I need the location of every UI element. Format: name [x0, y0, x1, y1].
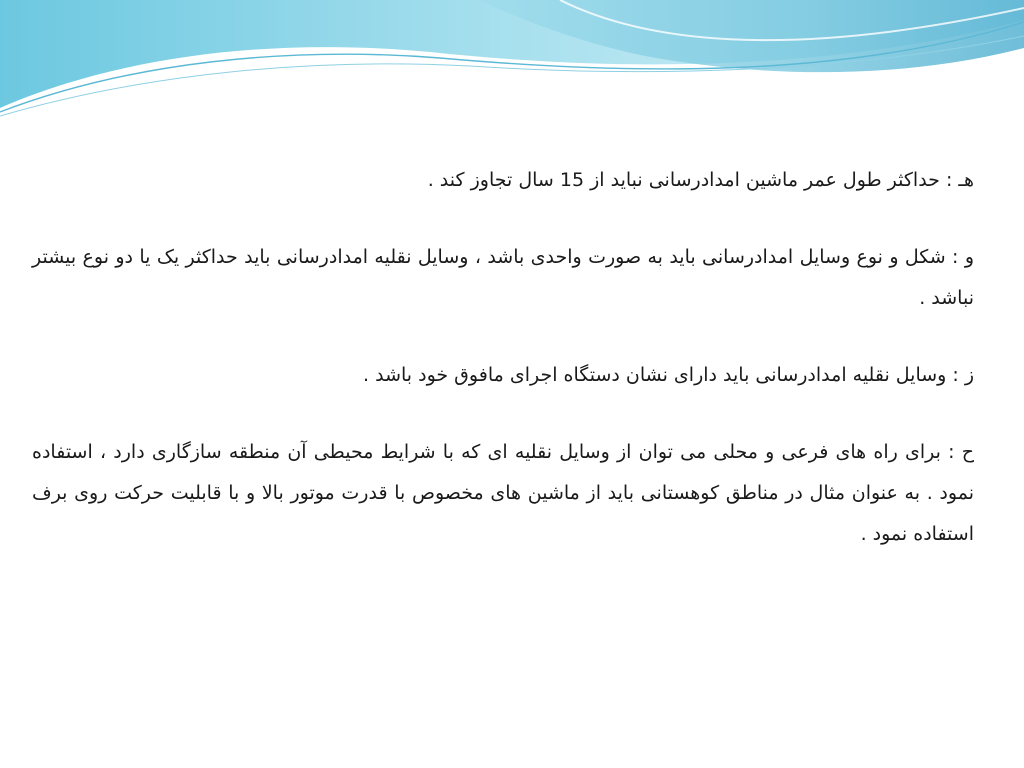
paragraph-he-jimi: ح : برای راه های فرعی و محلی می توان از وسایل نقلیه ای که با شرایط محیطی آن منطقه سازگاری دارد ، استفاده نمود . به عنوان مثال در مناطق کوهستانی باید از ماشین های مخصوص با قدرت موتور بالا و با قابلیت حرکت روی برف استفاده نمود .: [32, 441, 974, 545]
paragraph-ze: ز : وسایل نقلیه امدادرسانی باید دارای نشان دستگاه اجرای مافوق خود باشد .: [363, 364, 974, 386]
slide-body: [32, 160, 974, 591]
paragraph-he: هـ : حداکثر طول عمر ماشین امدادرسانی نباید از 15 سال تجاوز کند .: [427, 169, 974, 191]
paragraph-vav: و : شکل و نوع وسایل امدادرسانی باید به صورت واحدی باشد ، وسایل نقلیه امدادرسانی باید حداکثر یک یا دو نوع بیشتر نباشد .: [32, 246, 974, 309]
header-wave-decoration: [0, 0, 1024, 130]
